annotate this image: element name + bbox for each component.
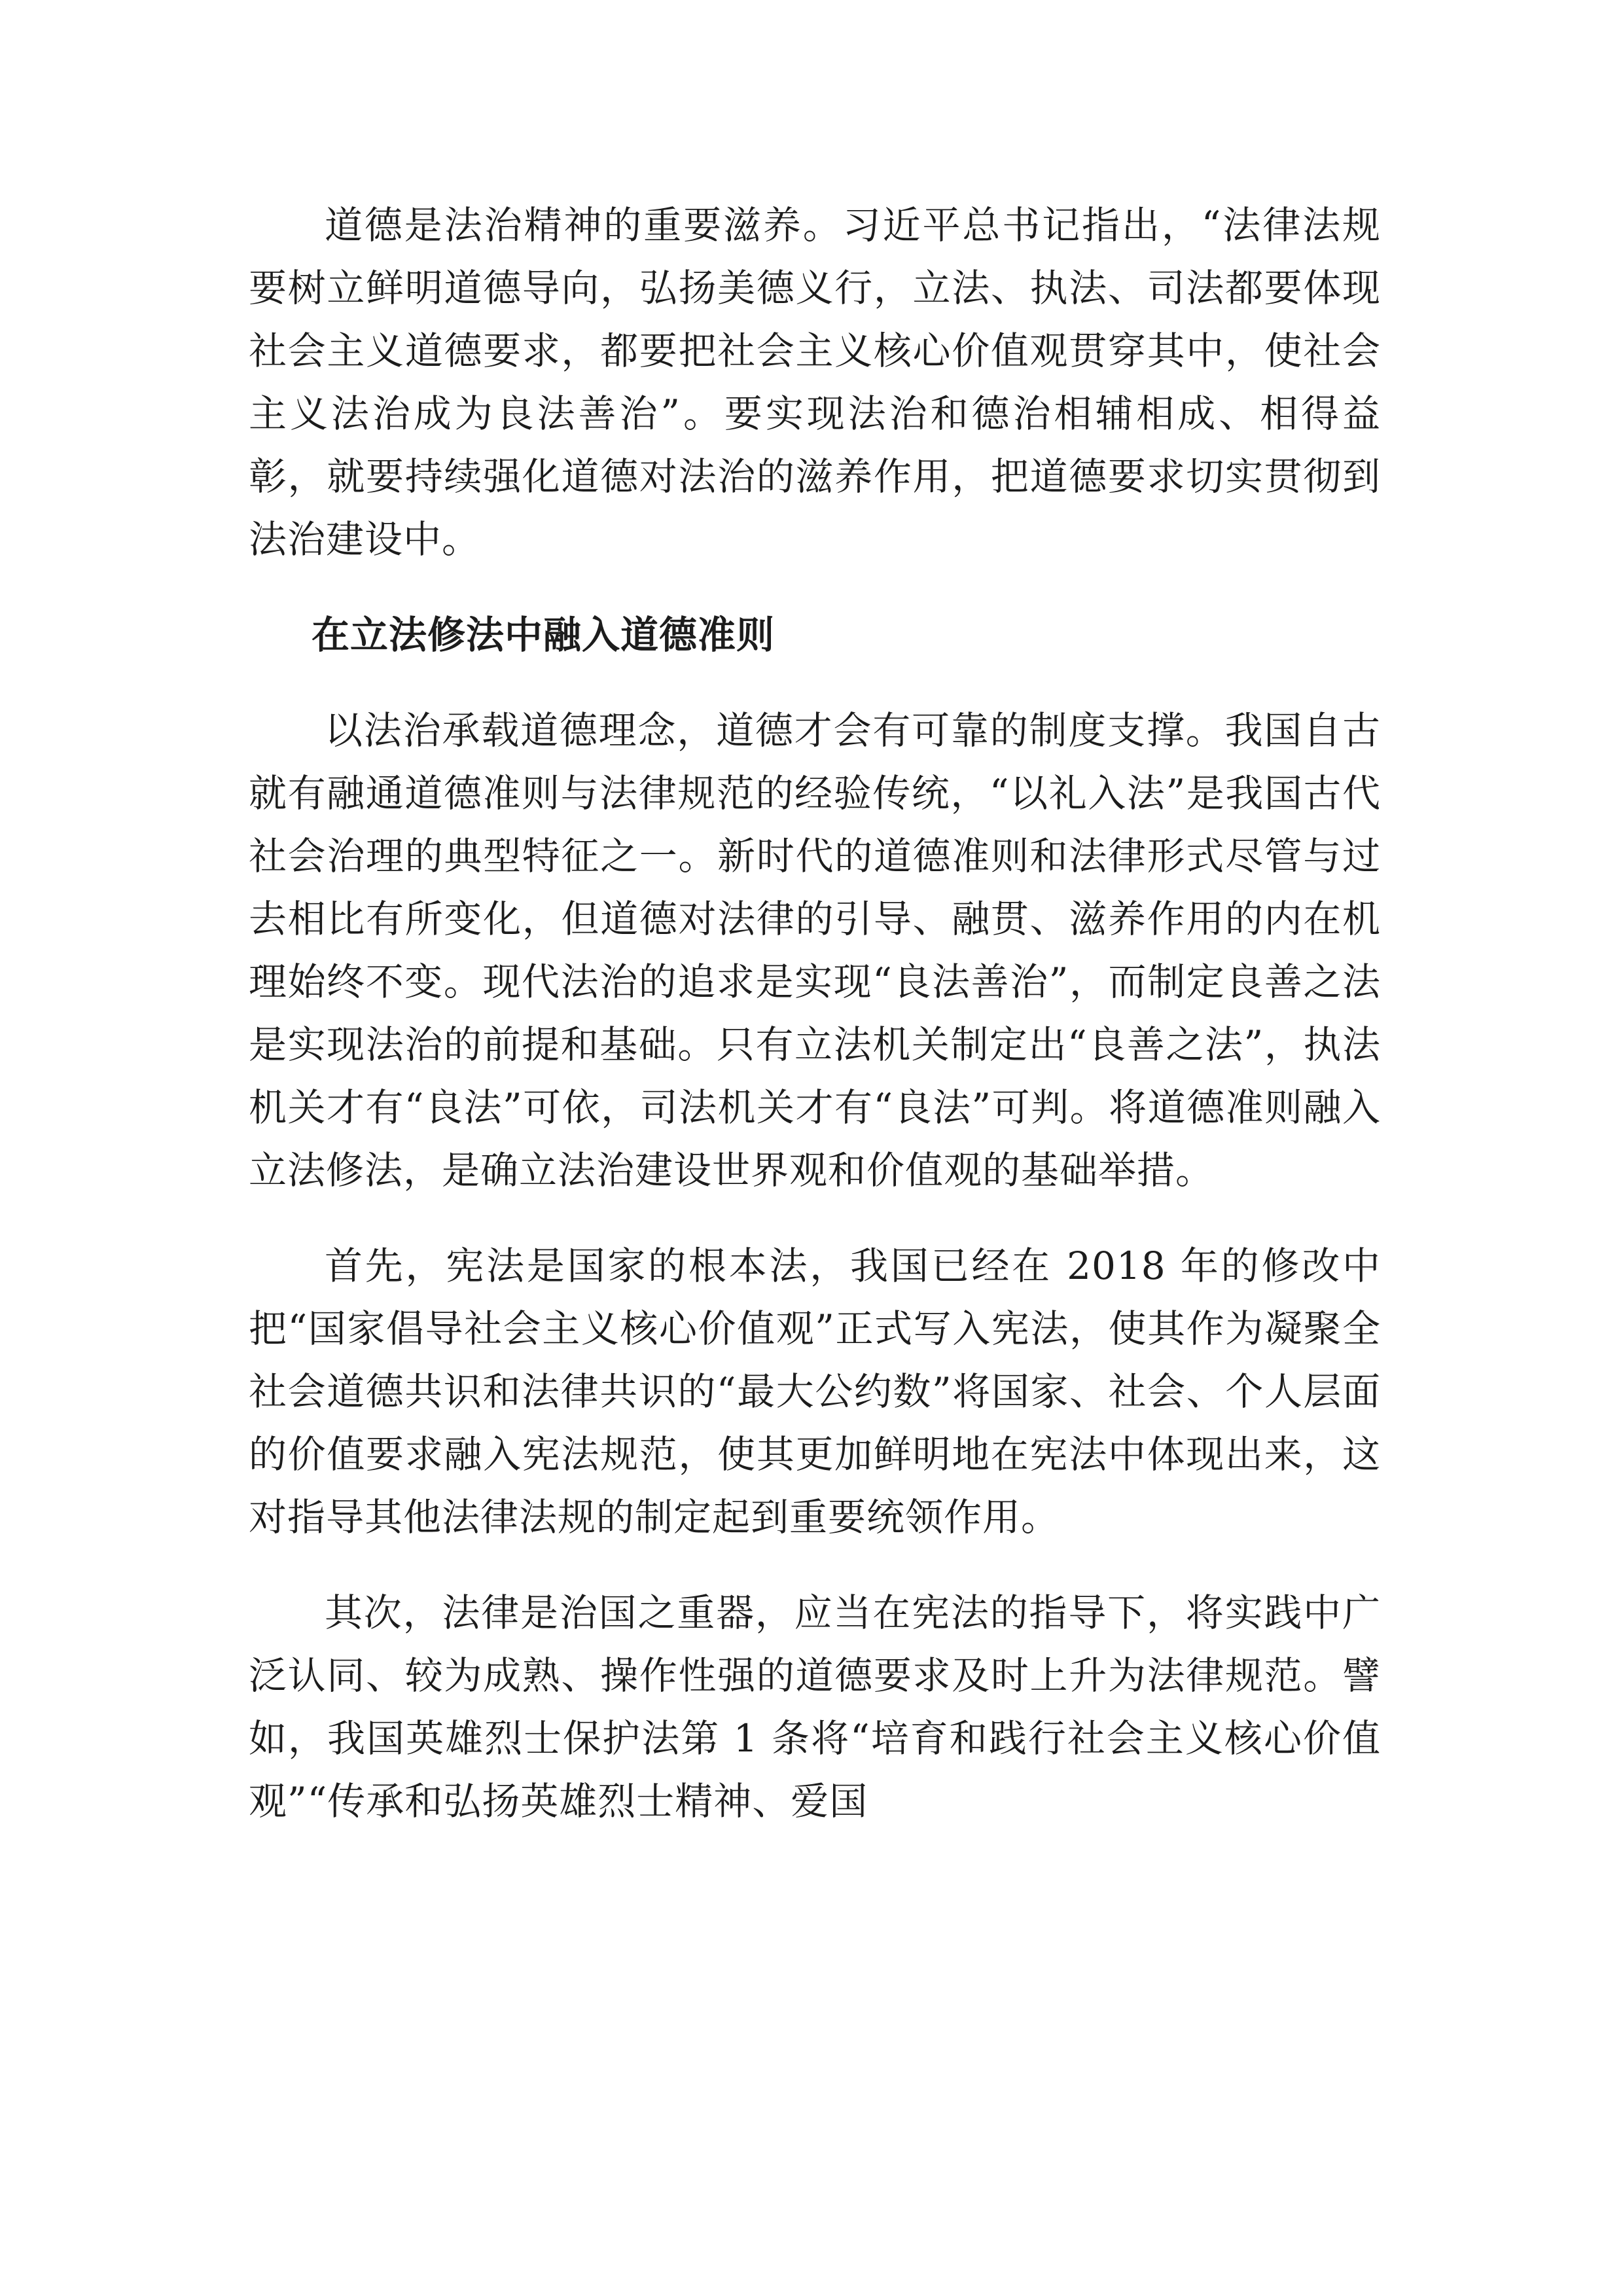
paragraph-intro: 道德是法治精神的重要滋养。习近平总书记指出，“法律法规要树立鲜明道德导向，弘扬美德义行，立法、执法、司法都要体现社会主义道德要求，都要把社会主义核心价值观贯穿其中，使社会主义法治成为良法善治”。要实现法治和德治相辅相成、相得益彰，就要持续强化道德对法治的滋养作用，把道德要求切实贯彻到法治建设中。 [249,203,1381,562]
paragraph-constitution: 首先，宪法是国家的根本法，我国已经在 2018 年的修改中把“国家倡导社会主义核心价值观”正式写入宪法，使其作为凝聚全社会道德共识和法律共识的“最大公约数”将国家、社会、个人层面的价值要求融入宪法规范，使其更加鲜明地在宪法中体现出来，这对指导其他法律法规的制定起到重要统领作用。 [249,1244,1381,1539]
paragraph-laws: 其次，法律是治国之重器，应当在宪法的指导下，将实践中广泛认同、较为成熟、操作性强的道德要求及时上升为法律规范。譬如，我国英雄烈士保护法第 1 条将“培育和践行社会主义核心价值观”“传承和弘扬英雄烈士精神、爱国 [249,1590,1381,1823]
document-page [249,194,1381,1833]
paragraph-legislation: 以法治承载道德理念，道德才会有可靠的制度支撑。我国自古就有融通道德准则与法律规范的经验传统，“以礼入法”是我国古代社会治理的典型特征之一。新时代的道德准则和法律形式尽管与过去相比有所变化，但道德对法律的引导、融贯、滋养作用的内在机理始终不变。现代法治的追求是实现“良法善治”，而制定良善之法是实现法治的前提和基础。只有立法机关制定出“良善之法”，执法机关才有“良法”可依，司法机关才有“良法”可判。将道德准则融入立法修法，是确立法治建设世界观和价值观的基础举措。 [249,708,1381,1193]
section-heading: 在立法修法中融入道德准则 [312,613,776,657]
